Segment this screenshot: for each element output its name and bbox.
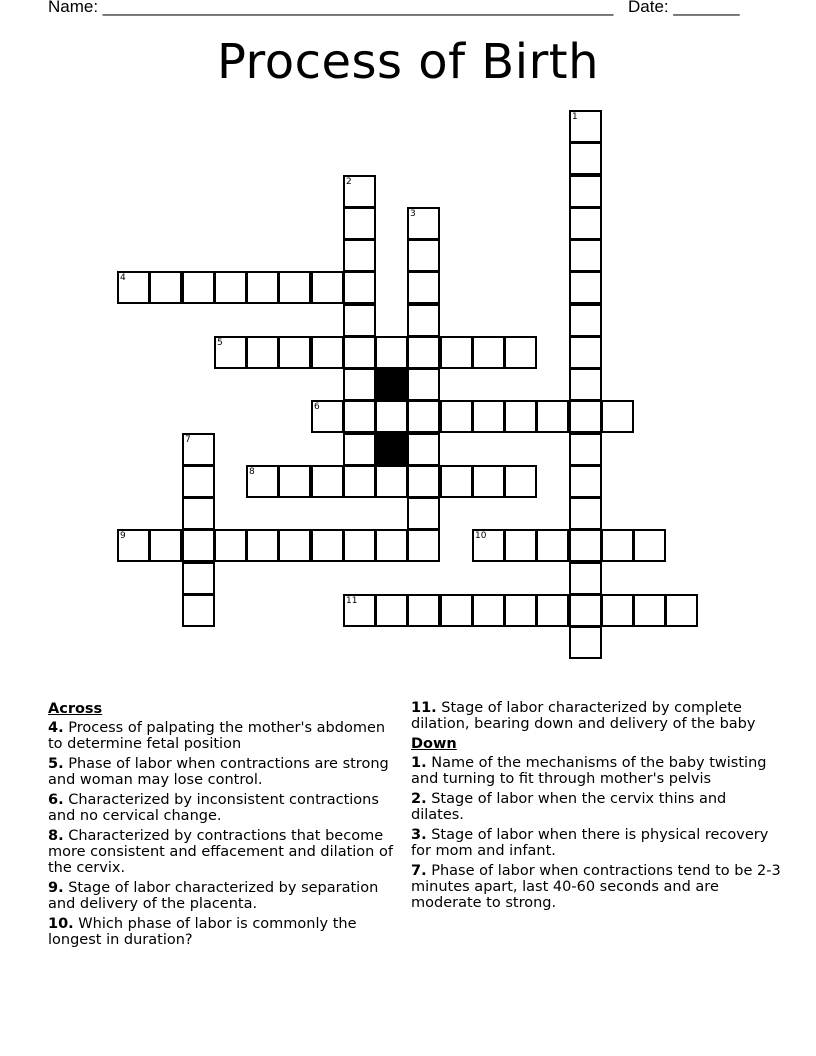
crossword-cell[interactable] xyxy=(504,336,537,369)
clue-number: 2. xyxy=(411,791,427,807)
crossword-cell[interactable] xyxy=(214,336,247,369)
clue-across-5 xyxy=(48,756,398,788)
crossword-cell[interactable] xyxy=(117,271,150,304)
page-title: Process of Birth xyxy=(216,34,600,90)
crossword-cell[interactable] xyxy=(569,594,602,627)
clues-left-column xyxy=(48,700,398,952)
crossword-cell[interactable] xyxy=(569,465,602,498)
crossword-cell[interactable] xyxy=(440,465,473,498)
crossword-cell[interactable] xyxy=(569,304,602,337)
crossword-cell[interactable] xyxy=(569,110,602,143)
clue-across-6 xyxy=(48,792,398,824)
clue-text: Characterized by inconsistent contractions and no cervical change. xyxy=(48,792,379,824)
crossword-cell[interactable] xyxy=(407,271,440,304)
clue-number: 1. xyxy=(411,755,427,771)
crossword-cell[interactable] xyxy=(311,400,344,433)
black-cell xyxy=(375,368,408,401)
crossword-cell[interactable] xyxy=(569,497,602,530)
crossword-cell[interactable] xyxy=(407,239,440,272)
crossword-cell[interactable] xyxy=(569,529,602,562)
clues-right-column xyxy=(411,700,781,915)
crossword-cell[interactable] xyxy=(311,465,344,498)
cell-number: 2 xyxy=(346,177,352,187)
crossword-cell[interactable] xyxy=(246,336,279,369)
crossword-cell[interactable] xyxy=(536,400,569,433)
crossword-cell[interactable] xyxy=(343,594,376,627)
crossword-cell[interactable] xyxy=(407,400,440,433)
clue-number: 7. xyxy=(411,863,427,879)
cell-number: 10 xyxy=(475,531,487,541)
clue-across-9 xyxy=(48,880,398,912)
clue-down-1 xyxy=(411,755,781,787)
crossword-cell[interactable] xyxy=(504,529,537,562)
crossword-cell[interactable] xyxy=(569,368,602,401)
crossword-cell[interactable] xyxy=(343,465,376,498)
clue-number: 3. xyxy=(411,827,427,843)
clue-text: Name of the mechanisms of the baby twisting and turning to fit through mother's pelvis xyxy=(411,755,767,787)
across-heading: Across xyxy=(48,701,103,717)
crossword-cell[interactable] xyxy=(343,271,376,304)
clue-text: Which phase of labor is commonly the longest in duration? xyxy=(48,916,357,948)
crossword-cell[interactable] xyxy=(246,529,279,562)
crossword-cell[interactable] xyxy=(182,529,215,562)
crossword-cell[interactable] xyxy=(182,433,215,466)
crossword-cell[interactable] xyxy=(504,465,537,498)
crossword-cell[interactable] xyxy=(278,336,311,369)
crossword-cell[interactable] xyxy=(569,239,602,272)
clue-number: 5. xyxy=(48,756,64,772)
clue-across-8 xyxy=(48,828,398,876)
date-field[interactable]: Date: _______ xyxy=(628,0,740,16)
crossword-cell[interactable] xyxy=(633,594,666,627)
crossword-cell[interactable] xyxy=(214,529,247,562)
clue-text: Stage of labor when there is physical recovery for mom and infant. xyxy=(411,827,769,859)
crossword-cell[interactable] xyxy=(569,142,602,175)
crossword-cell[interactable] xyxy=(472,465,505,498)
crossword-cell[interactable] xyxy=(536,529,569,562)
crossword-cell[interactable] xyxy=(569,271,602,304)
crossword-cell[interactable] xyxy=(182,271,215,304)
clue-number: 11. xyxy=(411,700,437,716)
crossword-cell[interactable] xyxy=(375,594,408,627)
crossword-cell[interactable] xyxy=(440,594,473,627)
clue-text: Stage of labor when the cervix thins and dilates. xyxy=(411,791,727,823)
crossword-cell[interactable] xyxy=(214,271,247,304)
crossword-cell[interactable] xyxy=(601,529,634,562)
cell-number: 11 xyxy=(346,596,358,606)
crossword-cell[interactable] xyxy=(343,304,376,337)
name-field[interactable]: Name: ______________________________________________________ xyxy=(48,0,614,16)
clue-number: 8. xyxy=(48,828,64,844)
crossword-cell[interactable] xyxy=(569,207,602,240)
crossword-cell[interactable] xyxy=(472,594,505,627)
clue-text: Stage of labor characterized by complete dilation, bearing down and delivery of the baby xyxy=(411,700,756,732)
clue-across-4 xyxy=(48,720,398,752)
crossword-cell[interactable] xyxy=(182,594,215,627)
crossword-cell[interactable] xyxy=(536,594,569,627)
crossword-cell[interactable] xyxy=(375,529,408,562)
clue-number: 9. xyxy=(48,880,64,896)
crossword-cell[interactable] xyxy=(375,465,408,498)
cell-number: 8 xyxy=(249,467,255,477)
clue-down-3 xyxy=(411,827,781,859)
crossword-cell[interactable] xyxy=(117,529,150,562)
crossword-cell[interactable] xyxy=(504,594,537,627)
clue-text: Stage of labor characterized by separation and delivery of the placenta. xyxy=(48,880,379,912)
crossword-cell[interactable] xyxy=(569,626,602,659)
cell-number: 4 xyxy=(120,273,126,283)
crossword-cell[interactable] xyxy=(569,400,602,433)
crossword-cell[interactable] xyxy=(569,433,602,466)
crossword-cell[interactable] xyxy=(343,207,376,240)
crossword-cell[interactable] xyxy=(246,271,279,304)
crossword-cell[interactable] xyxy=(407,594,440,627)
crossword-cell[interactable] xyxy=(149,271,182,304)
crossword-cell[interactable] xyxy=(375,400,408,433)
crossword-cell[interactable] xyxy=(601,594,634,627)
crossword-cell[interactable] xyxy=(343,368,376,401)
clue-text: Phase of labor when contractions are strong and woman may lose control. xyxy=(48,756,389,788)
crossword-cell[interactable] xyxy=(569,175,602,208)
crossword-cell[interactable] xyxy=(407,433,440,466)
crossword-cell[interactable] xyxy=(375,336,408,369)
crossword-cell[interactable] xyxy=(149,529,182,562)
clue-text: Characterized by contractions that become more consistent and effacement and dilation of the cervix. xyxy=(48,828,393,876)
clue-number: 10. xyxy=(48,916,74,932)
clue-down-7 xyxy=(411,863,781,911)
clue-across-10 xyxy=(48,916,398,948)
cell-number: 1 xyxy=(572,112,578,122)
crossword-cell[interactable] xyxy=(182,465,215,498)
crossword-cell[interactable] xyxy=(407,465,440,498)
crossword-cell[interactable] xyxy=(343,336,376,369)
crossword-cell[interactable] xyxy=(504,400,537,433)
crossword-cell[interactable] xyxy=(278,465,311,498)
crossword-cell[interactable] xyxy=(472,529,505,562)
crossword-cell[interactable] xyxy=(407,207,440,240)
crossword-cell[interactable] xyxy=(311,529,344,562)
cell-number: 9 xyxy=(120,531,126,541)
crossword-cell[interactable] xyxy=(407,304,440,337)
crossword-cell[interactable] xyxy=(569,562,602,595)
clue-number: 4. xyxy=(48,720,64,736)
crossword-cell[interactable] xyxy=(440,400,473,433)
crossword-cell[interactable] xyxy=(311,336,344,369)
cell-number: 5 xyxy=(217,338,223,348)
crossword-cell[interactable] xyxy=(633,529,666,562)
crossword-cell[interactable] xyxy=(407,529,440,562)
down-heading: Down xyxy=(411,736,457,752)
cell-number: 7 xyxy=(185,435,191,445)
crossword-cell[interactable] xyxy=(343,239,376,272)
crossword-cell[interactable] xyxy=(601,400,634,433)
clue-text: Process of palpating the mother's abdomen to determine fetal position xyxy=(48,720,386,752)
cell-number: 3 xyxy=(410,209,416,219)
crossword-cell[interactable] xyxy=(311,271,344,304)
crossword-cell[interactable] xyxy=(343,433,376,466)
crossword-cell[interactable] xyxy=(440,336,473,369)
cell-number: 6 xyxy=(314,402,320,412)
crossword-cell[interactable] xyxy=(665,594,698,627)
clue-text: Phase of labor when contractions tend to be 2-3 minutes apart, last 40-60 seconds and are moderate to strong. xyxy=(411,863,781,911)
crossword-cell[interactable] xyxy=(246,465,279,498)
clue-down-2 xyxy=(411,791,781,823)
crossword-cell[interactable] xyxy=(407,368,440,401)
clue-number: 6. xyxy=(48,792,64,808)
black-cell xyxy=(375,433,408,466)
clue-across-11 xyxy=(411,700,781,732)
crossword-cell[interactable] xyxy=(343,400,376,433)
crossword-cell[interactable] xyxy=(407,497,440,530)
crossword-cell[interactable] xyxy=(472,336,505,369)
crossword-cell[interactable] xyxy=(343,175,376,208)
crossword-cell[interactable] xyxy=(182,562,215,595)
crossword-cell[interactable] xyxy=(343,529,376,562)
crossword-cell[interactable] xyxy=(182,497,215,530)
crossword-cell[interactable] xyxy=(278,271,311,304)
crossword-cell[interactable] xyxy=(569,336,602,369)
crossword-cell[interactable] xyxy=(278,529,311,562)
crossword-cell[interactable] xyxy=(407,336,440,369)
crossword-cell[interactable] xyxy=(472,400,505,433)
